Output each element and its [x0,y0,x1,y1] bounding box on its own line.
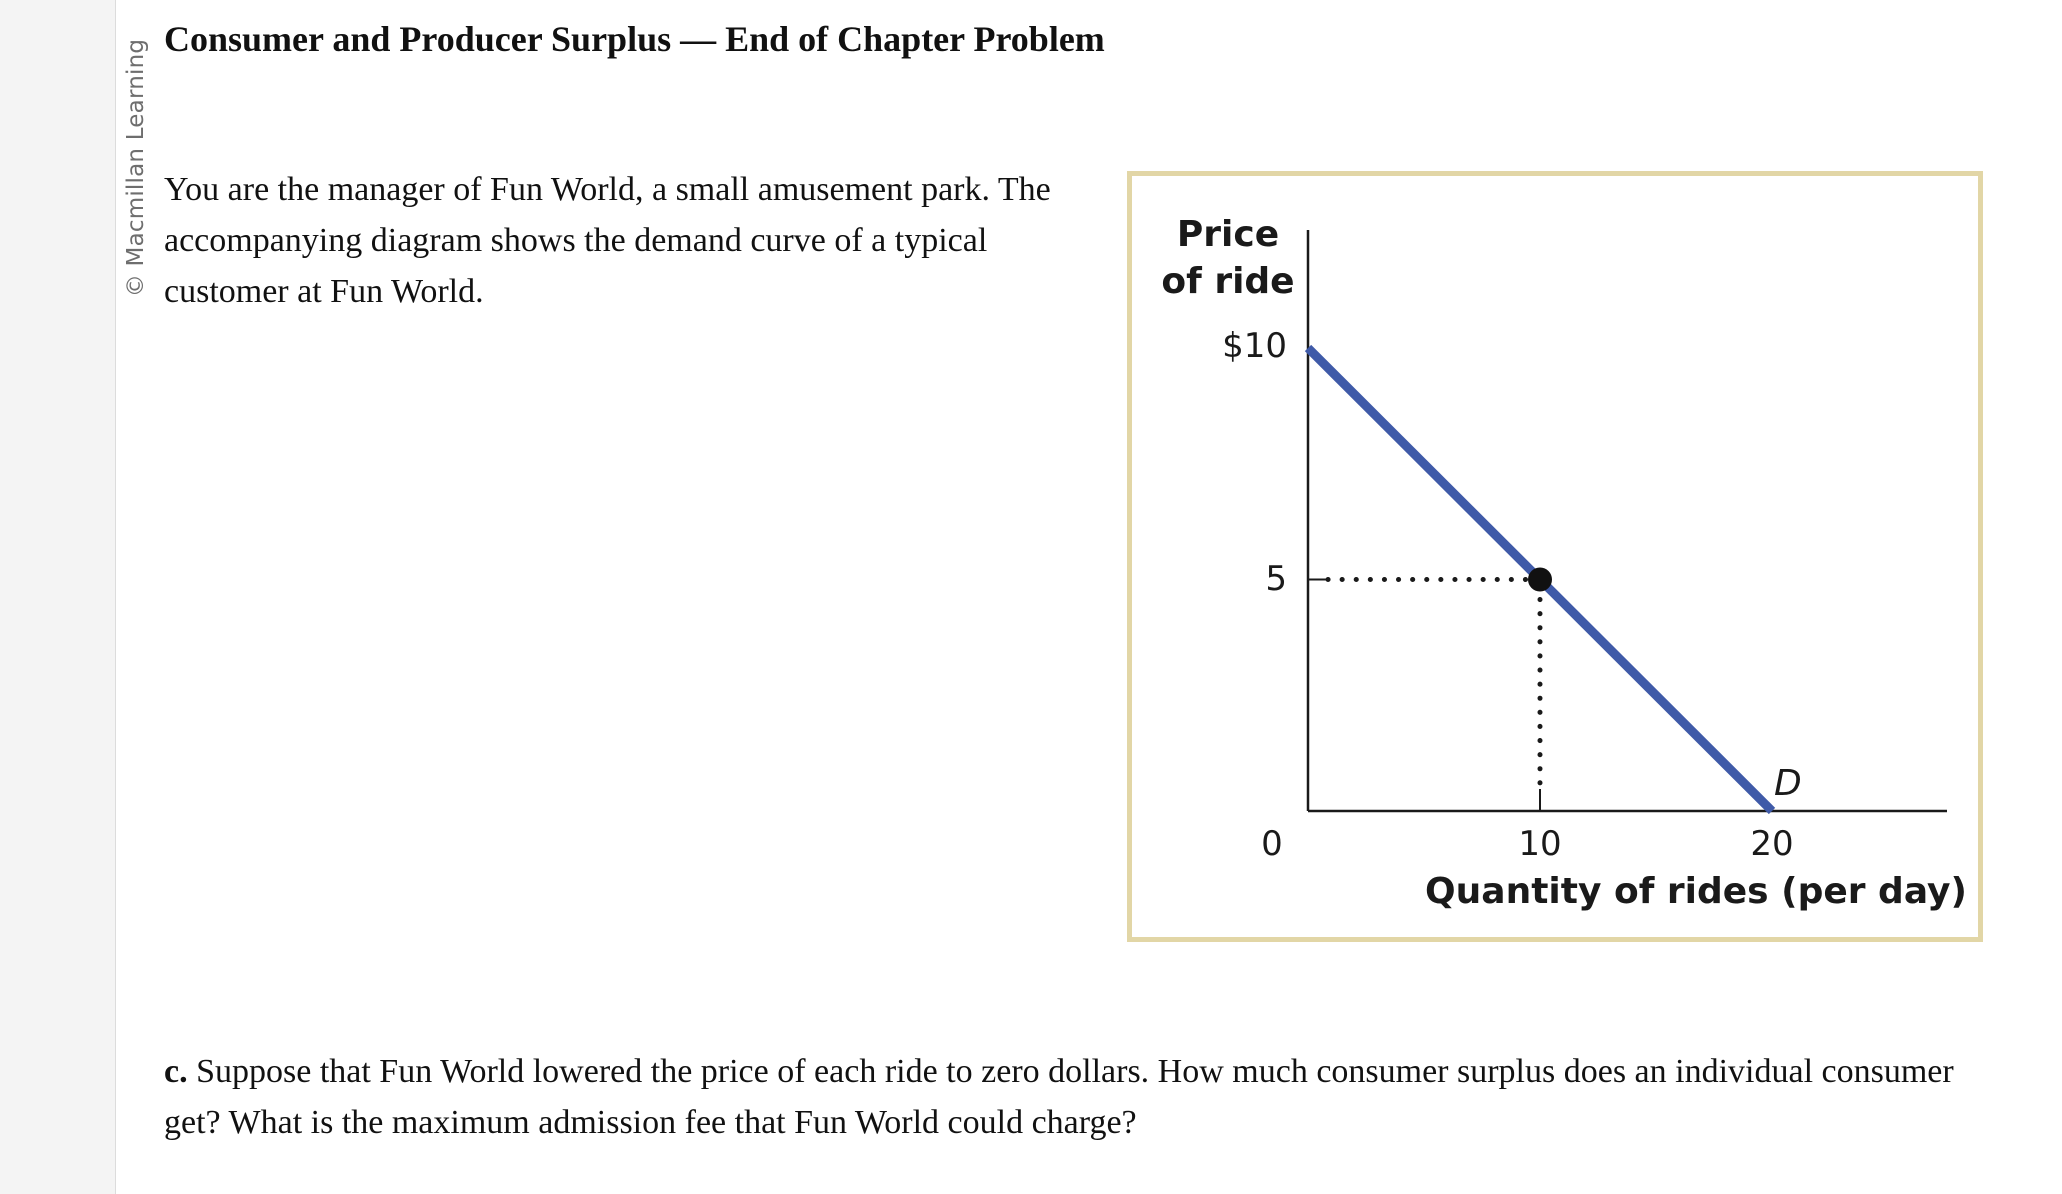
demand-curve-label: D [1774,763,1802,804]
problem-intro: You are the manager of Fun World, a small amusement park. The accompanying diagram shows the demand curve of a typical customer at Fun World. [164,171,1051,310]
demand-curve-figure [1127,171,1983,942]
x-tick-label-20: 20 [1750,824,1794,864]
x-tick-label-10: 10 [1518,824,1562,864]
y-axis-label-line1: Price [1176,214,1280,255]
origin-label: 0 [1261,824,1283,864]
demand-chart [1132,176,1988,947]
y-axis-label-line2: of ride [1161,261,1295,302]
x-axis-label: Quantity of rides (per day) [1425,871,1967,912]
page-title: Consumer and Producer Surplus — End of Chapter Problem [164,19,1105,59]
y-tick-label-10: $10 [1222,326,1287,366]
highlighted-point [1528,568,1552,592]
question-label: c. [164,1053,188,1090]
y-tick-label-5: 5 [1265,559,1287,599]
publisher-credit: © Macmillan Learning [123,38,149,298]
question-text: Suppose that Fun World lowered the price of each ride to zero dollars. How much consumer surplus does an individual consumer get? What is the maximum admission fee that Fun World could charge? [164,1053,1954,1141]
question-c [164,1046,2004,1148]
